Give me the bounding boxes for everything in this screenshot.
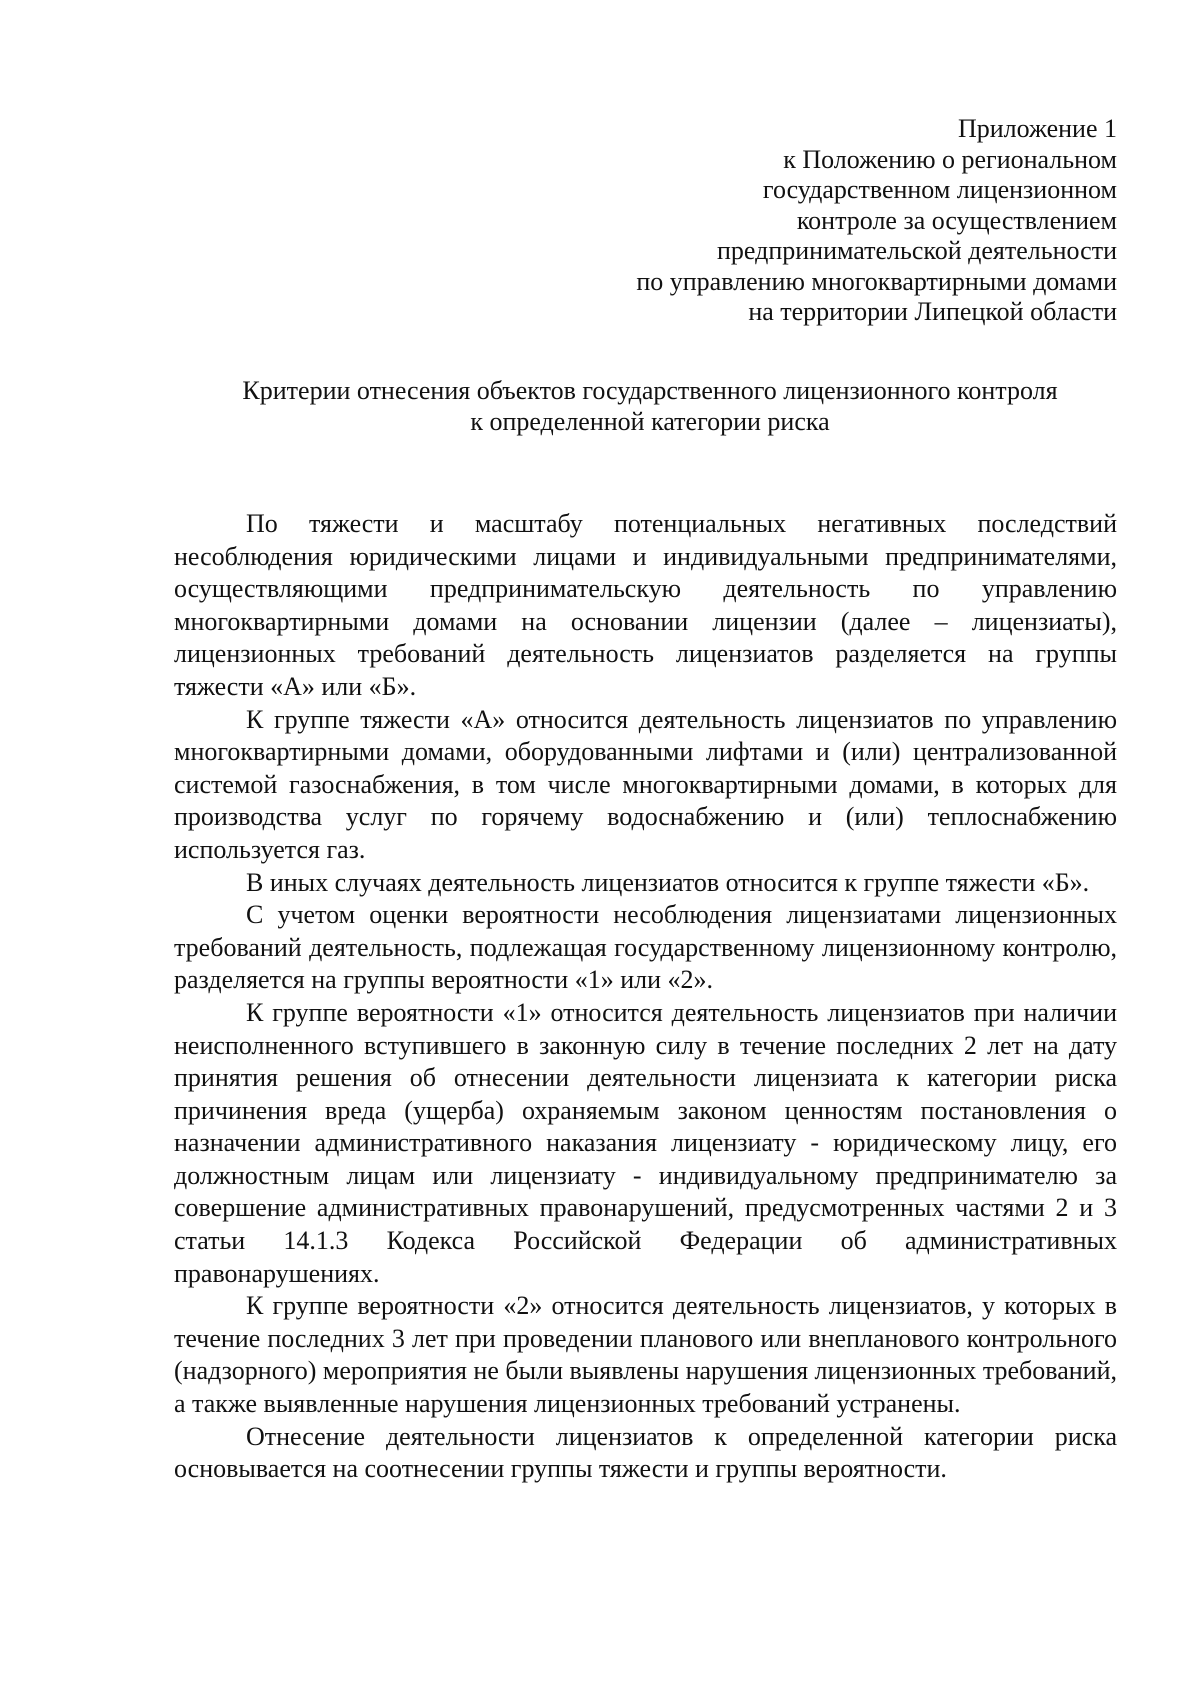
body-paragraph: К группе вероятности «1» относится деятельность лицензиатов при наличии неисполненного вступившего в законную силу в течение последних 2 лет на дату принятия решения об отнесении деятельности лицензиата к категории риска причинения вреда (ущерба) охраняемым законом ценностям постановления о назначении административного наказания лицензиату - юридическому лицу, его должностным лицам или лицензиату - индивидуальному предпринимателю за совершение административных правонарушений, предусмотренных частями 2 и 3 статьи 14.1.3 Кодекса Российской Федерации об административных правонарушениях.: [174, 997, 1117, 1288]
appendix-header-line: контроле за осуществлением: [796, 205, 1117, 235]
appendix-header-line: к Положению о региональном: [783, 144, 1117, 174]
document-title: [150, 376, 1150, 437]
body-paragraph: Отнесение деятельности лицензиатов к определенной категории риска основывается на соотнесении группы тяжести и группы вероятности.: [174, 1421, 1117, 1484]
appendix-header: [557, 114, 1117, 328]
appendix-header-line: предпринимательской деятельности: [717, 236, 1117, 265]
appendix-header-line: государственном лицензионном: [762, 175, 1117, 204]
body-paragraph: По тяжести и масштабу потенциальных негативных последствий несоблюдения юридическими лицами и индивидуальными предпринимателями, осуществляющими предпринимательскую деятельность по управлению многоквартирными домами на основании лицензии (далее – лицензиаты), лицензионных требований деятельность лицензиатов разделяется на группы тяжести «А» или «Б».: [174, 509, 1117, 701]
document-title-line: Критерии отнесения объектов государственного лицензионного контроля: [242, 376, 1058, 405]
appendix-header-line: Приложение 1: [957, 114, 1117, 143]
body-paragraph: В иных случаях деятельность лицензиатов относится к группе тяжести «Б».: [246, 867, 1090, 897]
document-body: [174, 508, 1117, 1486]
appendix-header-line: по управлению многоквартирными домами: [636, 266, 1117, 296]
body-paragraph: К группе вероятности «2» относится деятельность лицензиатов, у которых в течение последних 3 лет при проведении планового или внепланового контрольного (надзорного) мероприятия не были выявлены нарушения лицензионных требований, а также выявленные нарушения лицензионных требований устранены.: [174, 1291, 1117, 1419]
body-paragraph: К группе тяжести «А» относится деятельность лицензиатов по управлению многоквартирными домами, оборудованными лифтами и (или) централизованной системой газоснабжения, в том числе многоквартирными домами, в которых для производства услуг по горячему водоснабжению и (или) теплоснабжению используется газ.: [174, 704, 1117, 864]
body-paragraph: С учетом оценки вероятности несоблюдения лицензиатами лицензионных требований деятельность, подлежащая государственному лицензионному контролю, разделяется на группы вероятности «1» или «2».: [174, 900, 1117, 995]
document-title-line: к определенной категории риска: [470, 406, 830, 436]
appendix-header-line: на территории Липецкой области: [748, 297, 1117, 326]
